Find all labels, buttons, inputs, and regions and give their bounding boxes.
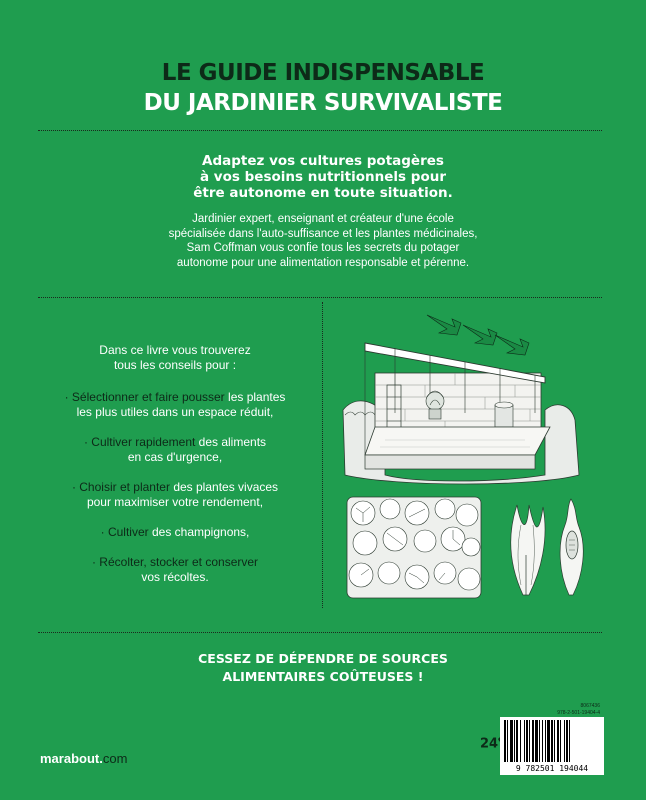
isbn-codes: 8067436 978-2-501-19404-4 [557, 703, 600, 716]
barcode-bars [504, 720, 600, 762]
list-item: · Cultiver des champignons, [100, 525, 250, 539]
advice-list [40, 343, 310, 600]
list-item: · Cultiver rapidement des aliments en cas d'urgence, [83, 435, 267, 464]
title-line-1: LE GUIDE INDISPENSABLE [161, 60, 485, 86]
intro-block [60, 153, 586, 270]
barcode-number: 9 782501 194044 [515, 764, 589, 773]
publisher-logo: marabout.com [40, 751, 128, 766]
middle-divider [38, 297, 602, 298]
succulents-illustration [345, 495, 483, 600]
advice-list-intro: Dans ce livre vous trouverez tous les conseils pour : [99, 343, 251, 372]
barcode [500, 717, 604, 775]
flower-illustration [495, 495, 605, 605]
bottom-divider [38, 632, 602, 633]
sun-arrows-icon [427, 315, 529, 355]
title-line-2: DU JARDINIER SURVIVALISTE [143, 90, 503, 116]
top-divider [38, 130, 602, 131]
list-item: · Récolter, stocker et conserver vos récoltes. [91, 555, 259, 584]
list-item: · Sélectionner et faire pousser les plantes les plus utiles dans un espace réduit, [64, 390, 286, 419]
vertical-divider [322, 302, 323, 608]
price: 24 [480, 736, 499, 752]
cover-title [0, 58, 646, 118]
intro-body: Jardinier expert, enseignant et créateur d'une école spécialisée dans l'auto-suffisance et les plantes médicinales, Sam Coffman vous confie tous les secrets du potager autonome pour une alimentation responsable et pérenne. [168, 213, 478, 269]
slogan: CESSEZ DE DÉPENDRE DE SOURCES ALIMENTAIRES COÛTEUSES ! [198, 651, 448, 684]
list-item: · Choisir et planter des plantes vivaces pour maximiser votre rendement, [71, 480, 279, 509]
greenhouse-illustration [335, 305, 605, 485]
intro-lead: Adaptez vos cultures potagères à vos besoins nutritionnels pour être autonome en toute situation. [193, 153, 453, 201]
